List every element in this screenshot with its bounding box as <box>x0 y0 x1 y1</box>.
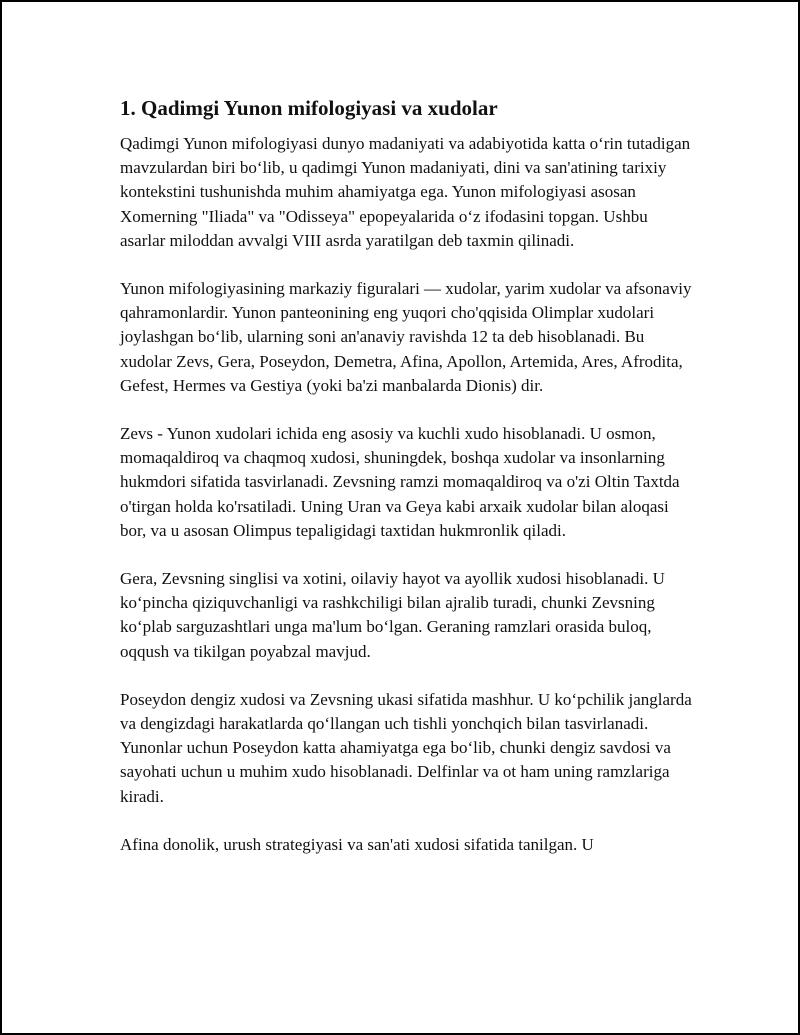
page-content <box>120 94 695 881</box>
paragraph-hera: Gera, Zevsning singlisi va xotini, oilaviy hayot va ayollik xudosi hisoblanadi. U ko‘pincha qiziquvchanligi va rashkchiligi bilan ajralib turadi, chunki Zevsning ko‘plab sarguzashtlari unga ma'lum bo‘lgan. Geraning ramzlari orasida buloq, oqqush va tikilgan poyabzal mavjud. <box>120 569 665 661</box>
paragraph-athena: Afina donolik, urush strategiyasi va san'ati xudosi sifatida tanilgan. U <box>120 834 594 854</box>
paragraph-intro: Qadimgi Yunon mifologiyasi dunyo madaniyati va adabiyotida katta o‘rin tutadigan mavzulardan biri bo‘lib, u qadimgi Yunon madaniyati, dini va san'atining tarixiy kontekstini tushunishda muhim ahamiyatga ega. Yunon mifologiyasi asosan Xomerning "Iliada" va "Odisseya" epopeyalarida o‘z ifodasini topgan. Ushbu asarlar miloddan avvalgi VIII asrda yaratilgan deb taxmin qilinadi. <box>120 134 691 250</box>
section-heading: 1. Qadimgi Yunon mifologiyasi va xudolar <box>120 96 498 120</box>
paragraph-poseidon: Poseydon dengiz xudosi va Zevsning ukasi sifatida mashhur. U ko‘pchilik janglarda va dengizdagi harakatlarda qo‘llangan uch tishli yonchqich bilan tasvirlanadi. Yunonlar uchun Poseydon katta ahamiyatga ega bo‘lib, chunki dengiz savdosi va sayohati uchun u muhim xudo hisoblanadi. Delfinlar va ot ham uning ramzlariga kiradi. <box>120 689 692 806</box>
paragraph-zeus: Zevs - Yunon xudolari ichida eng asosiy va kuchli xudo hisoblanadi. U osmon, momaqaldiroq va chaqmoq xudosi, shuningdek, boshqa xudolar va insonlarning hukmdori sifatida tasvirlanadi. Zevsning ramzi momaqaldiroq va o'zi Oltin Taxtda o'tirgan holda ko'rsatiladi. Uning Uran va Geya kabi arxaik xudolar bilan aloqasi bor, va u asosan Olimpus tepaligidagi taxtidan hukmronlik qiladi. <box>120 424 680 540</box>
paragraph-pantheon: Yunon mifologiyasining markaziy figuralari — xudolar, yarim xudolar va afsonaviy qahramonlardir. Yunon panteonining eng yuqori cho'qqisida Olimplar xudolari joylashgan bo‘lib, ularning soni an'anaviy ravishda 12 ta deb hisoblanadi. Bu xudolar Zevs, Gera, Poseydon, Demetra, Afina, Apollon, Artemida, Ares, Afrodita, Gefest, Hermes va Gestiya (yoki ba'zi manbalarda Dionis) dir. <box>120 279 692 395</box>
